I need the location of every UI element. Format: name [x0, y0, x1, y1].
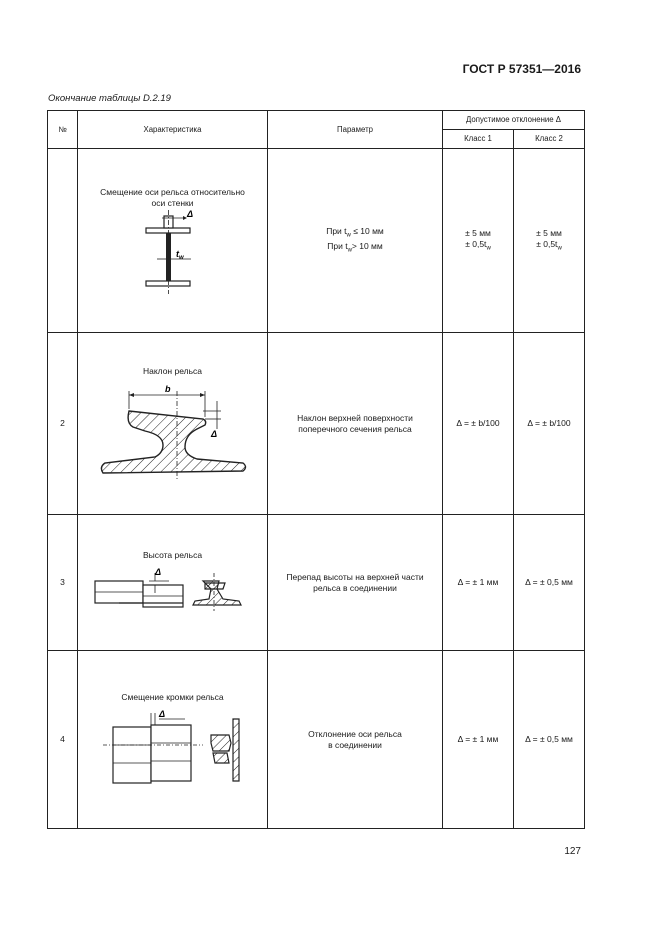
parameter-cell: Отклонение оси рельса в соединении	[268, 651, 443, 829]
table-row	[48, 333, 585, 515]
header-parameter: Параметр	[268, 111, 443, 149]
delta-label: Δ	[210, 428, 217, 439]
delta-label: Δ	[158, 708, 165, 719]
page-number: 127	[564, 846, 581, 857]
class2-value: Δ = ± 0,5 мм	[514, 651, 585, 829]
characteristic-title: Наклон рельса	[142, 366, 203, 377]
delta-label: Δ	[154, 566, 161, 577]
delta-label: Δ	[186, 210, 193, 220]
class2-value: Δ = ± b/100	[514, 333, 585, 515]
table-header-row	[48, 111, 585, 130]
characteristic-cell	[78, 149, 268, 333]
param-line: При $t_w> 10$ мм	[327, 240, 383, 254]
characteristic-title: Смещение оси рельса относительно оси стенки	[100, 186, 245, 208]
row-num	[48, 149, 78, 333]
rail-height-figure	[93, 565, 253, 615]
param-line: При $t_w \le 10$ мм	[326, 226, 384, 239]
header-tolerance: Допустимое отклонение Δ	[443, 111, 585, 130]
characteristic-cell	[78, 515, 268, 651]
class1-value: Δ = ± b/100	[443, 333, 514, 515]
table-row	[48, 651, 585, 829]
characteristic-cell	[78, 333, 268, 515]
parameter-cell: Наклон верхней поверхности поперечного сечения рельса	[268, 333, 443, 515]
class1-value: Δ = ± 1 мм	[443, 515, 514, 651]
class1-value: ± 5 мм ± $0,5t_w$	[443, 149, 514, 333]
header-class1: Класс 1	[443, 130, 514, 149]
row-num: 2	[48, 333, 78, 515]
class1-value: Δ = ± 1 мм	[443, 651, 514, 829]
characteristic-title: Смещение кромки рельса	[121, 692, 224, 703]
table-row	[48, 515, 585, 651]
class2-value: ± 5 мм ± $0,5t_w$	[514, 149, 585, 333]
rail-tilt-figure	[93, 381, 253, 481]
table-row	[48, 149, 585, 333]
header-num: №	[48, 111, 78, 149]
header-characteristic: Характеристика	[78, 111, 268, 149]
tolerance-table	[47, 110, 585, 829]
header-class2: Класс 2	[514, 130, 585, 149]
tw-label: $t_w$	[175, 249, 184, 262]
b-label: b	[164, 383, 170, 394]
class2-value: Δ = ± 0,5 мм	[514, 515, 585, 651]
row-num: 3	[48, 515, 78, 651]
parameter-cell: Перепад высоты на верхней части рельса в соединении	[268, 515, 443, 651]
rail-edge-offset-figure	[93, 707, 253, 787]
table-continuation-caption: Окончание таблицы D.2.19	[48, 93, 171, 104]
standard-number: ГОСТ Р 57351—2016	[462, 62, 581, 76]
row-num: 4	[48, 651, 78, 829]
characteristic-title: Высота рельса	[142, 550, 203, 561]
rail-web-offset-figure	[133, 210, 213, 294]
characteristic-cell	[78, 651, 268, 829]
parameter-cell	[268, 149, 443, 333]
